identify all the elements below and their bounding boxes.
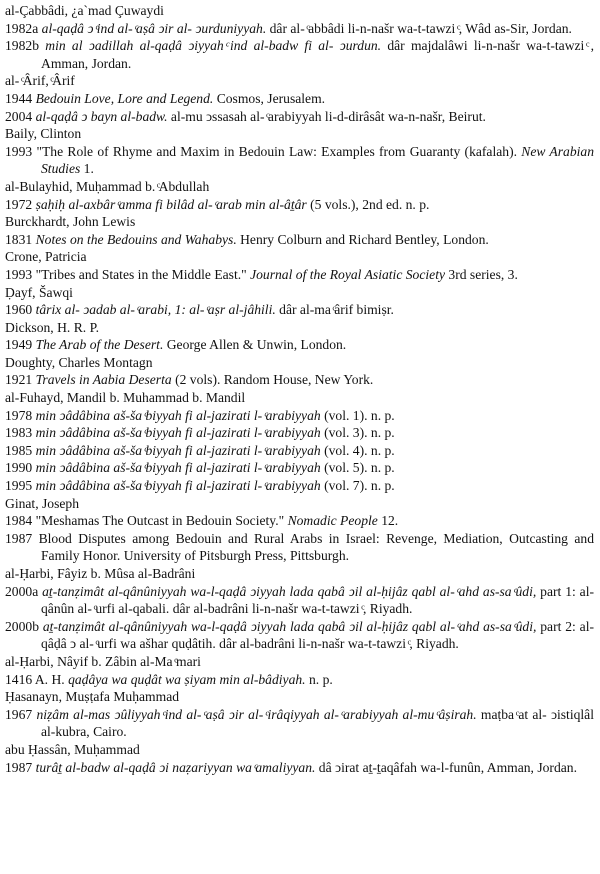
bib-entry <box>5 196 594 214</box>
entry-title: min ͻâdâbina aš-ša ͨbiyyah fi al-jazirati l- ͨarabiyyah <box>35 425 321 441</box>
bib-entry <box>5 671 594 689</box>
author-group <box>5 248 594 283</box>
bib-entry <box>5 37 594 72</box>
entry-volume: 12. <box>377 513 399 529</box>
entry-book: Blood Disputes among Bedouin and Rural Arabs in Israel: Revenge, Mediation, Outcasting and Family Honor. University of Pitsburgh Press, Pittsburgh. <box>38 530 594 564</box>
entry-publisher: Henry Colburn and Richard Bentley, London. <box>236 231 489 247</box>
entry-title: The Arab of the Desert. <box>35 337 164 353</box>
entry-title: min ͻâdâbina aš-ša ͨbiyyah fi al-jazirati l- ͨarabiyyah <box>35 478 321 494</box>
entry-year: 1993 <box>5 266 33 282</box>
entry-publisher: dâr al- ͨabbâdi li-n-našr wa-t-tawzi ͨ, Wâd as-Sir, Jordan. <box>266 20 572 36</box>
entry-title: min ͻâdâbina aš-ša ͨbiyyah fi al-jazirati l- ͨarabiyyah <box>35 407 321 423</box>
entry-publisher: al-mu ͻssasah al- ͨarabiyyah li-d-dirâsât wa-n-našr, Beirut. <box>167 108 486 124</box>
entry-journal: New Arabian Studies <box>41 143 594 177</box>
author-name: Crone, Patricia <box>5 249 87 265</box>
entry-publisher: part 1: al-qânûn al- ͨurfi al-qabali. dâr al-badrâni li-n-našr wa-t-tawzi ͨ, Riyadh. <box>41 583 594 617</box>
author-group <box>5 688 594 741</box>
entry-publisher: (vol. 7). n. p. <box>320 478 395 494</box>
bib-entry <box>5 231 594 249</box>
entry-year: 1921 <box>5 372 33 388</box>
author-name: al-Bulayhid, Muḥammad b. ͨAbdullah <box>5 178 210 194</box>
bib-entry <box>5 424 594 442</box>
entry-volume: 3rd series, 3. <box>445 266 518 282</box>
author-name: Dickson, H. R. P. <box>5 319 100 335</box>
author-name: Ginat, Joseph <box>5 495 80 511</box>
bib-entry <box>5 759 594 777</box>
entry-year: 2004 <box>5 108 33 124</box>
entry-article: "Meshamas The Outcast in Bedouin Society." <box>35 513 285 529</box>
entry-title: min ͻâdâbina aš-ša ͨbiyyah fi al-jazirati l- ͨarabiyyah <box>35 460 321 476</box>
author-group <box>5 178 594 213</box>
bib-entry <box>5 336 594 354</box>
entry-title: Notes on the Bedouins and Wahabys. <box>35 231 237 247</box>
author-group <box>5 2 594 72</box>
author-group <box>5 319 594 354</box>
entry-year: 1416 A. H. <box>5 671 65 687</box>
entry-year: 1985 <box>5 442 33 458</box>
bib-entry <box>5 266 594 284</box>
entry-volume: 1. <box>80 161 94 177</box>
entry-title: târix al- ͻadab al- ͨarabi, 1: al- ͨaṣr al-jâhili. <box>35 302 276 318</box>
author-group <box>5 389 594 495</box>
author-name: al- ͨÂrif, ͨÂrif <box>5 73 75 89</box>
author-group <box>5 125 594 178</box>
entry-article: "The Role of Rhyme and Maxim in Bedouin Law: Examples from Guaranty (kafalah). <box>36 143 517 159</box>
bib-entry <box>5 90 594 108</box>
entry-year: 1972 <box>5 196 33 212</box>
bib-entry <box>5 371 594 389</box>
entry-title: turâṯ al-badw al-qaḍâ ͻi naẓariyyan wa ͨamaliyyan. <box>35 759 316 775</box>
entry-year: 1990 <box>5 460 33 476</box>
entry-year: 1993 <box>5 143 33 159</box>
bib-entry <box>5 618 594 653</box>
entry-publisher: (vol. 3). n. p. <box>320 425 395 441</box>
author-name: Ḥasanayn, Muṣṭafa Muḥammad <box>5 689 180 705</box>
entry-year: 2000a <box>5 583 39 599</box>
author-group <box>5 653 594 688</box>
author-name: abu Ḥassân, Muḥammad <box>5 741 140 757</box>
author-name: Ḍayf, Šawqi <box>5 284 73 300</box>
entry-year: 1987 <box>5 530 33 546</box>
author-group <box>5 213 594 248</box>
entry-journal: Nomadic People <box>284 513 378 529</box>
bib-entry <box>5 301 594 319</box>
entry-publisher: (vol. 4). n. p. <box>320 442 395 458</box>
author-group <box>5 495 594 565</box>
entry-publisher: (5 vols.), 2nd ed. n. p. <box>306 196 430 212</box>
bib-entry <box>5 512 594 530</box>
entry-year: 1984 <box>5 513 33 529</box>
author-group <box>5 72 594 125</box>
entry-title: aṯ-tanẓimât al-qânûniyyah wa-l-qaḍâ ͻiyyah lada qabâ ͻil al-ḥijâz qabl al- ͨahd as-sa ͨûdi, <box>42 618 537 634</box>
entry-publisher: Cosmos, Jerusalem. <box>213 90 326 106</box>
entry-publisher: George Allen & Unwin, London. <box>163 337 347 353</box>
entry-publisher: part 2: al-qâḍâ ͻ al- ͨurfi wa ašhar quḍâtih. dâr al-badrâni li-n-našr wa-t-tawzi ͨ, Riyadh. <box>41 618 594 652</box>
entry-title: qaḍâya wa quḍât wa ṣiyam min al-bâdiyah. <box>68 671 306 687</box>
entry-publisher: (vol. 1). n. p. <box>320 407 395 423</box>
entry-year: 1995 <box>5 478 33 494</box>
entry-title: min ͻâdâbina aš-ša ͨbiyyah fi al-jazirati l- ͨarabiyyah <box>35 442 321 458</box>
entry-title: Travels in Aabia Deserta <box>35 372 172 388</box>
entry-publisher: dâ ͻirat aṯ-ṯaqâfah wa-l-funûn, Amman, Jordan. <box>315 759 577 775</box>
entry-year: 1983 <box>5 425 33 441</box>
bib-entry <box>5 530 594 565</box>
entry-publisher: (2 vols). Random House, New York. <box>171 372 374 388</box>
entry-year: 2000b <box>5 618 39 634</box>
author-name: Burckhardt, John Lewis <box>5 214 136 230</box>
entry-title: ṣaḥiḥ al-axbâr ͨamma fi bilâd al- ͨarab min al-âṯâr <box>35 196 307 212</box>
bib-entry <box>5 442 594 460</box>
entry-year: 1944 <box>5 90 33 106</box>
entry-title: aṯ-tanẓimât al-qânûniyyah wa-l-qaḍâ ͻiyyah lada qabâ ͻil al-ḥijâz qabl al- ͨahd as-sa ͨûdi, <box>42 583 537 599</box>
entry-title: min al ͻadillah al-qaḍâ ͻiyyah ͨind al-badw fi al- ͻurdun. <box>45 38 382 54</box>
author-group <box>5 565 594 653</box>
entry-year: 1978 <box>5 407 33 423</box>
entry-year: 1949 <box>5 337 33 353</box>
author-name: al-Çabbâdi, ¿a`mad Çuwaydi <box>5 3 164 18</box>
bib-entry <box>5 477 594 495</box>
entry-publisher: maṭba ͨat al- ͻistiqlâl al-kubra, Cairo. <box>41 706 594 740</box>
author-group <box>5 284 594 319</box>
bib-entry <box>5 108 594 126</box>
bib-entry <box>5 583 594 618</box>
entry-year: 1987 <box>5 759 33 775</box>
entry-title: al-qaḍâ ͻ bayn al-badw. <box>35 108 168 124</box>
author-name: Doughty, Charles Montagn <box>5 354 153 370</box>
entry-publisher: n. p. <box>305 671 333 687</box>
author-group <box>5 354 594 389</box>
author-name: Baily, Clinton <box>5 126 82 142</box>
entry-year: 1982a <box>5 20 39 36</box>
entry-publisher: dâr majdalâwi li-n-našr wa-t-tawzi ͨ, Amman, Jordan. <box>41 38 594 71</box>
bib-entry <box>5 459 594 477</box>
author-name: al-Ḥarbi, Nâyif b. Zâbin al-Ma ͨmari <box>5 653 201 669</box>
entry-article: "Tribes and States in the Middle East." <box>35 266 247 282</box>
author-name: al-Fuhayd, Mandil b. Muhammad b. Mandil <box>5 390 246 406</box>
entry-year: 1982b <box>5 38 39 54</box>
author-group <box>5 741 594 776</box>
bib-entry <box>5 706 594 741</box>
entry-journal: Journal of the Royal Asiatic Society <box>246 266 446 282</box>
bib-entry <box>5 407 594 425</box>
entry-title: al-qaḍâ ͻ ͨind al- ͨaṣâ ͻir al- ͻurduniyyah. <box>41 20 267 36</box>
entry-title: niẓâm al-mas ͻûliyyah ͨind al- ͨaṣâ ͻir al- ͨirâqiyyah al- ͨarabiyyah al-mu ͨâṣirah. <box>36 706 477 722</box>
bib-entry <box>5 143 594 178</box>
entry-year: 1960 <box>5 302 33 318</box>
entry-publisher: (vol. 5). n. p. <box>320 460 395 476</box>
bib-entry <box>5 20 594 38</box>
entry-title: Bedouin Love, Lore and Legend. <box>35 90 214 106</box>
entry-year: 1967 <box>5 706 33 722</box>
author-name: al-Ḥarbi, Fâyiz b. Mûsa al-Badrâni <box>5 566 196 581</box>
entry-year: 1831 <box>5 231 33 247</box>
entry-publisher: dâr al-ma ͨârif bimiṣr. <box>275 302 394 318</box>
